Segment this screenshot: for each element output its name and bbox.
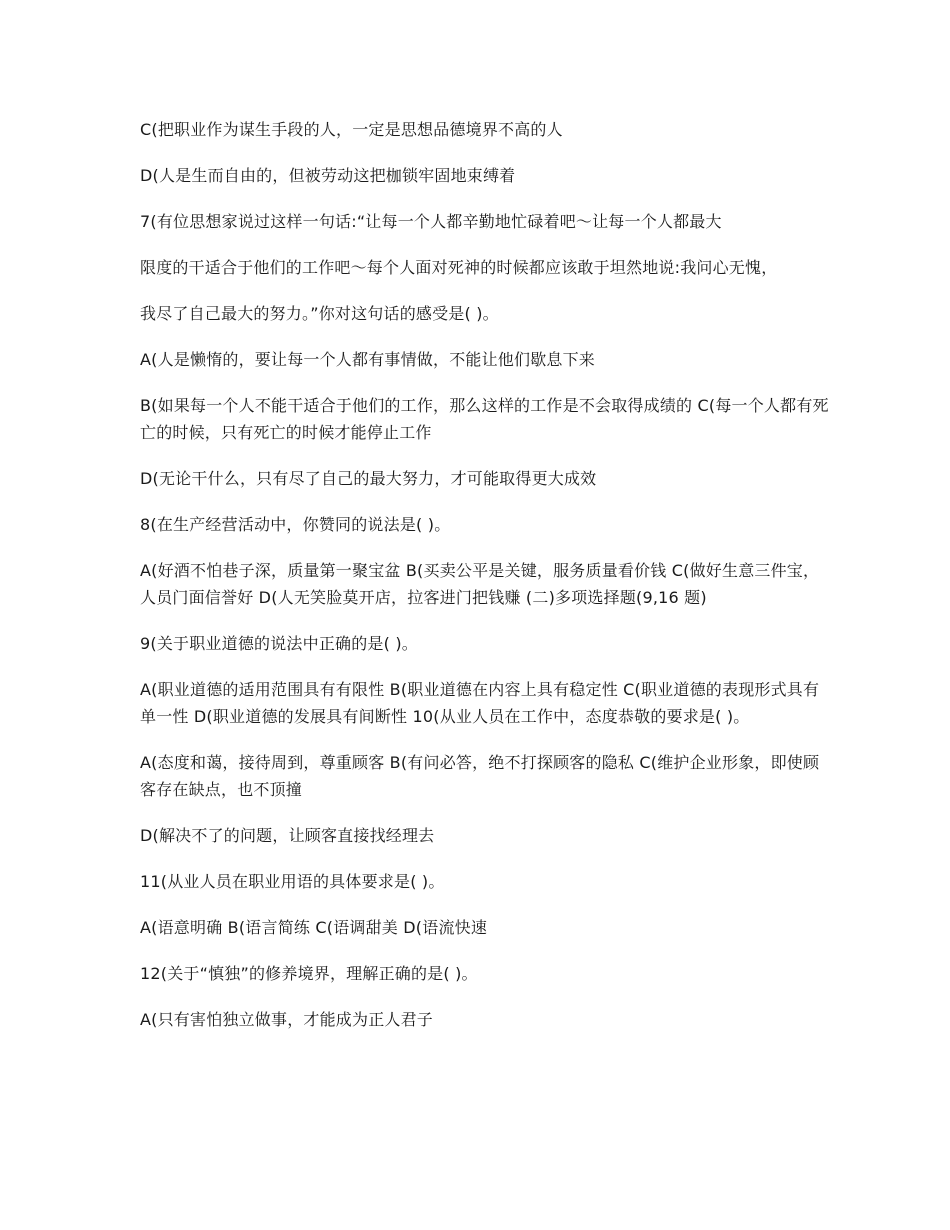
paragraph: B(如果每一个人不能干适合于他们的工作，那么这样的工作是不会取得成绩的 C(每一个人都有死亡的时候，只有死亡的时候才能停止工作	[140, 396, 829, 442]
paragraph: D(解决不了的问题，让顾客直接找经理去	[140, 826, 435, 845]
paragraph: 8(在生产经营活动中，你赞同的说法是( )。	[140, 515, 451, 534]
paragraph: 7(有位思想家说过这样一句话:“让每一个人都辛勤地忙碌着吧～让每一个人都最大	[140, 212, 722, 231]
paragraph: A(只有害怕独立做事，才能成为正人君子	[140, 1010, 433, 1029]
paragraph: D(人是生而自由的，但被劳动这把枷锁牢固地束缚着	[140, 166, 516, 185]
paragraph: A(好酒不怕巷子深，质量第一聚宝盆 B(买卖公平是关键，服务质量看价钱 C(做好生意三件宝，人员门面信誉好 D(人无笑脸莫开店，拉客进门把钱赚 (二)多项选择题(9,16 题)	[140, 561, 820, 607]
paragraph: 我尽了自己最大的努力。”你对这句话的感受是( )。	[140, 304, 499, 323]
paragraph: A(人是懒惰的，要让每一个人都有事情做，不能让他们歇息下来	[140, 350, 595, 369]
paragraph: 9(关于职业道德的说法中正确的是( )。	[140, 634, 418, 653]
paragraph: 限度的干适合于他们的工作吧～每个人面对死神的时候都应该敢于坦然地说:我问心无愧，	[140, 258, 778, 277]
paragraph: A(态度和蔼，接待周到，尊重顾客 B(有问必答，绝不打探顾客的隐私 C(维护企业形象，即使顾客存在缺点，也不顶撞	[140, 753, 820, 799]
paragraph: C(把职业作为谋生手段的人，一定是思想品德境界不高的人	[140, 120, 563, 139]
paragraph: A(职业道德的适用范围具有有限性 B(职业道德在内容上具有稳定性 C(职业道德的表现形式具有单一性 D(职业道德的发展具有间断性 10(从业人员在工作中，态度恭敬的要求是( )。	[140, 680, 820, 726]
paragraph: 12(关于“慎独”的修养境界，理解正确的是( )。	[140, 964, 478, 983]
paragraph: 11(从业人员在职业用语的具体要求是( )。	[140, 872, 445, 891]
paragraph: D(无论干什么，只有尽了自己的最大努力，才可能取得更大成效	[140, 469, 597, 488]
paragraph: A(语意明确 B(语言简练 C(语调甜美 D(语流快速	[140, 918, 488, 937]
